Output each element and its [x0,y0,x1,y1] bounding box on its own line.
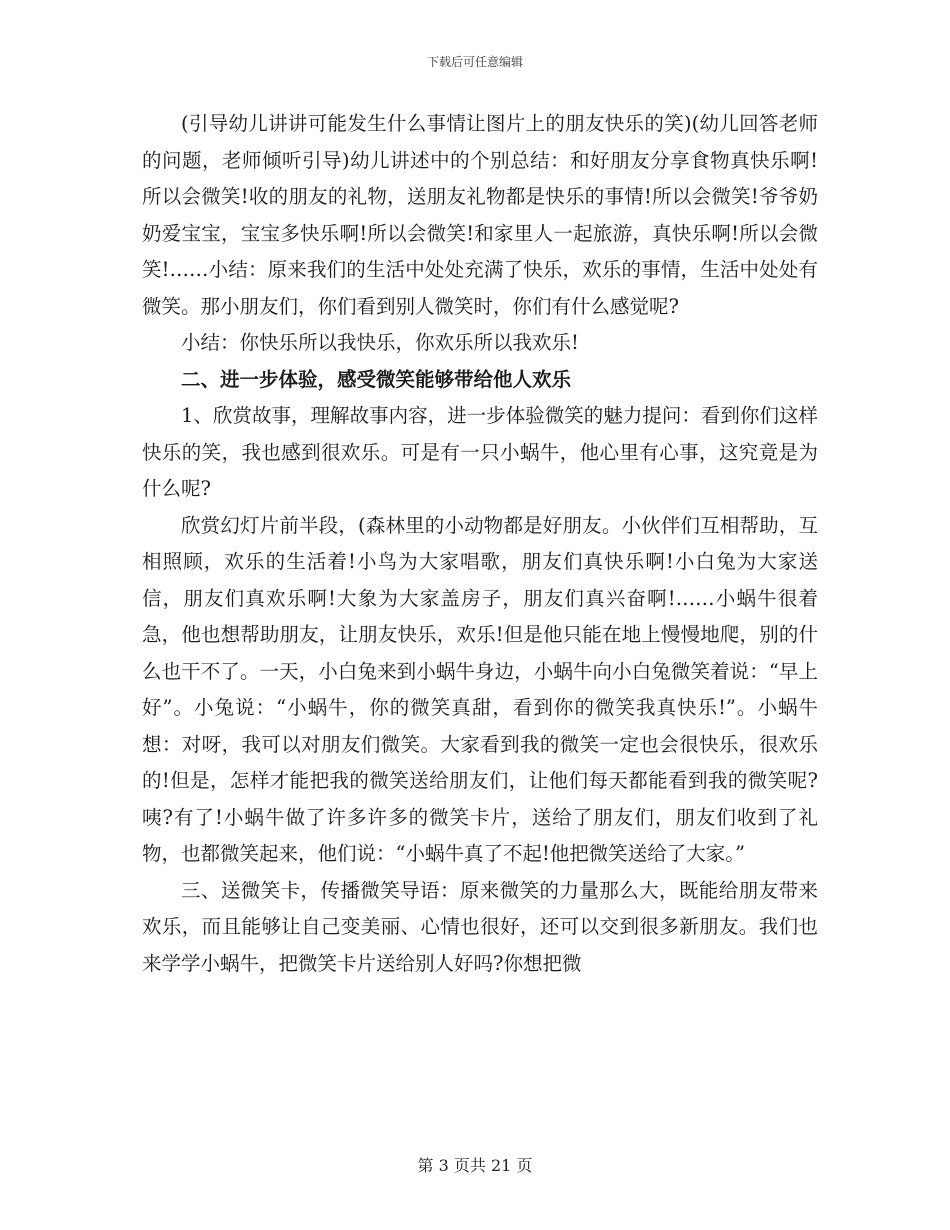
document-body [142,106,818,982]
paragraph-section-3: 三、送微笑卡，传播微笑导语：原来微笑的力量那么大，既能给朋友带来欢乐，而且能够让自己变美丽、心情也很好，还可以交到很多新朋友。我们也来学学小蜗牛，把微笑卡片送给别人好吗?你想把微 [142,878,818,975]
page-header: 下载后可任意编辑 [426,55,523,69]
paragraph-story: 欣赏幻灯片前半段，(森林里的小动物都是好朋友。小伙伴们互相帮助，互相照顾，欢乐的生活着!小鸟为大家唱歌，朋友们真快乐啊!小白兔为大家送信，朋友们真欢乐啊!大象为大家盖房子，朋友们真兴奋啊!……小蜗牛很着急，他也想帮助朋友，让朋友快乐，欢乐!但是他只能在地上慢慢地爬，别的什么也干不了。一天，小白兔来到小蜗牛身边，小蜗牛向小白兔微笑着说：“早上好”。小兔说：“小蜗牛，你的微笑真甜，看到你的微笑我真快乐!”。小蜗牛想：对呀，我可以对朋友们微笑。大家看到我的微笑一定也会很快乐，很欢乐的!但是，怎样才能把我的微笑送给朋友们，让他们每天都能看到我的微笑呢?咦?有了!小蜗牛做了许多许多的微笑卡片，送给了朋友们，朋友们收到了礼物，也都微笑起来，他们说：“小蜗牛真了不起!他把微笑送给了大家。” [142,513,818,865]
section-heading-2: 二、进一步体验，感受微笑能够带给他人欢乐 [181,367,572,391]
paragraph-intro-discussion: (引导幼儿讲讲可能发生什么事情让图片上的朋友快乐的笑)(幼儿回答老师的问题，老师倾听引导)幼儿讲述中的个别总结：和好朋友分享食物真快乐啊!所以会微笑!收的朋友的礼物，送朋友礼物都是快乐的事情!所以会微笑!爷爷奶奶爱宝宝，宝宝多快乐啊!所以会微笑!和家里人一起旅游，真快乐啊!所以会微笑!……小结：原来我们的生活中处处充满了快乐，欢乐的事情，生活中处处有微笑。那小朋友们，你们看到别人微笑时，你们有什么感觉呢? [142,112,818,318]
page-footer: 第 3 页共 21 页 [417,1156,533,1175]
paragraph-story-question: 1、欣赏故事，理解故事内容，进一步体验微笑的魅力提问：看到你们这样快乐的笑，我也感到很欢乐。可是有一只小蜗牛，他心里有心事，这究竟是为什么呢? [142,404,818,500]
paragraph-summary: 小结：你快乐所以我快乐，你欢乐所以我欢乐! [181,331,579,354]
